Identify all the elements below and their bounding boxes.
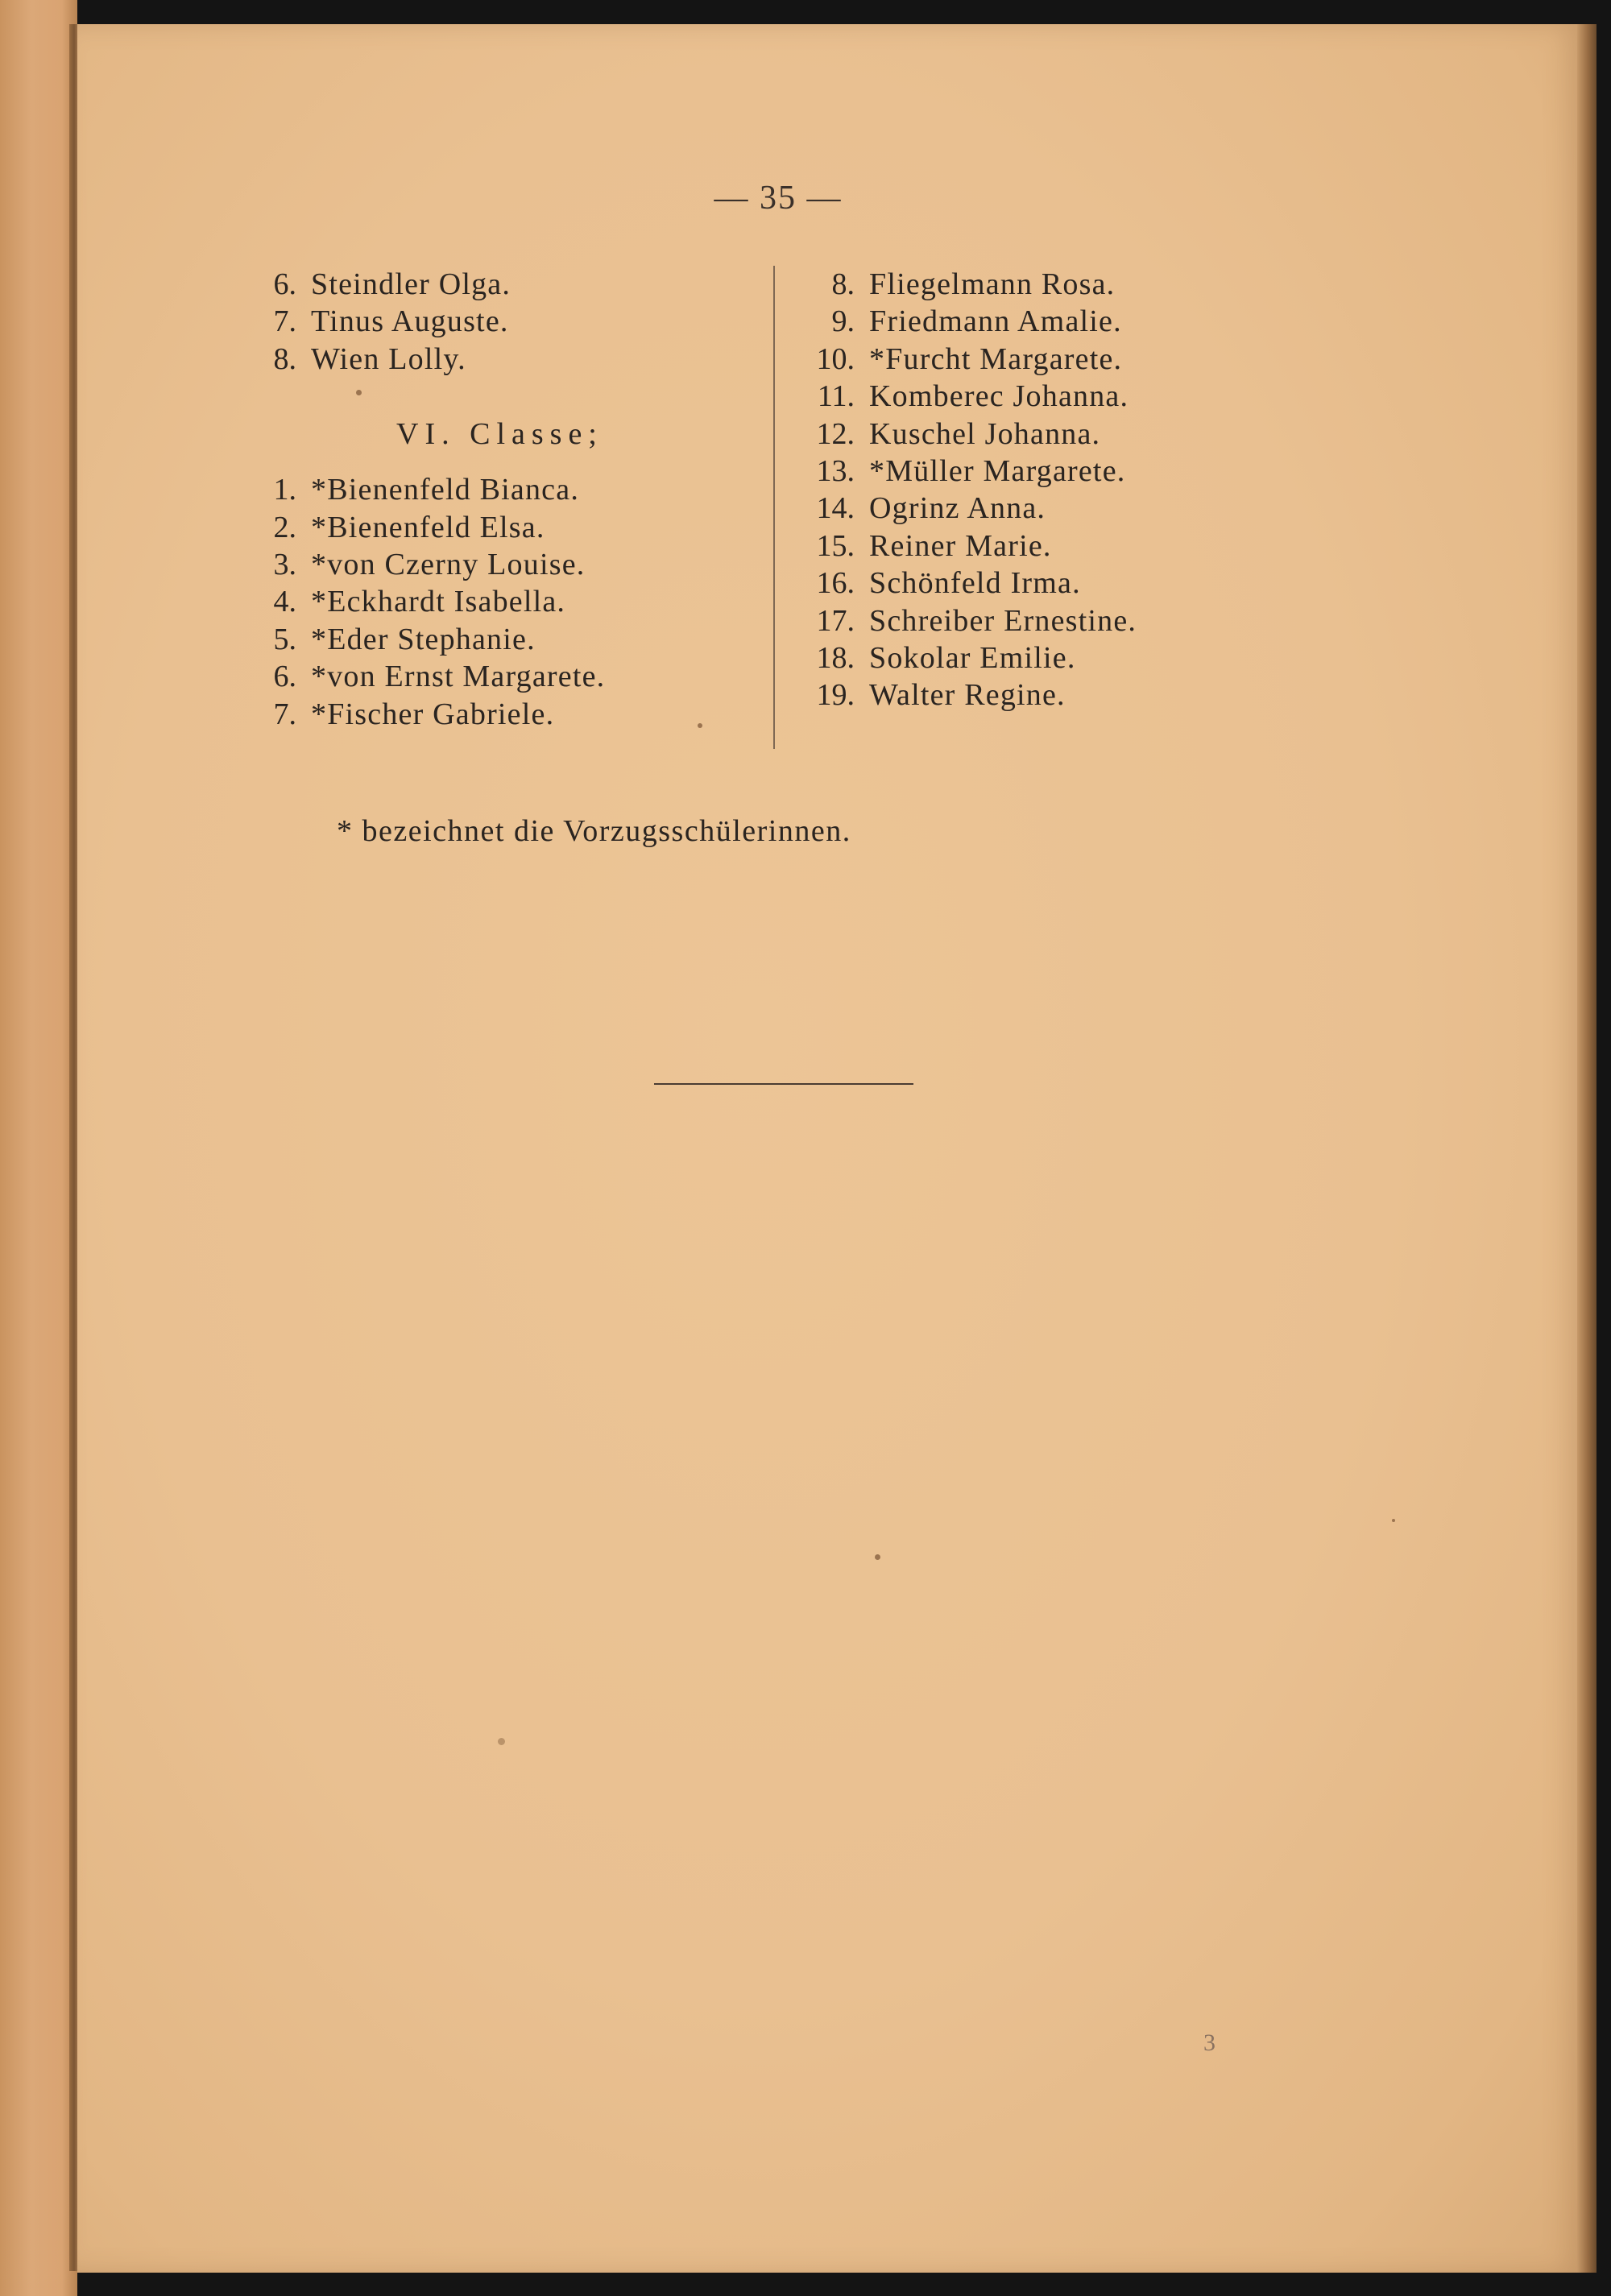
student-name: *von Ernst Margarete.: [311, 660, 606, 694]
entry-number: 19.: [816, 678, 855, 713]
student-name: *Müller Margarete.: [869, 453, 1126, 488]
list-item: [793, 416, 1212, 453]
entry-number: 14.: [816, 491, 855, 526]
spacer: [251, 378, 751, 397]
student-name: Reiner Marie.: [869, 528, 1052, 563]
entry-number: 17.: [816, 603, 855, 638]
entry-number: 18.: [816, 640, 855, 675]
entry-number: 6.: [273, 267, 296, 301]
student-name: Sokolar Emilie.: [869, 640, 1076, 675]
list-item: [251, 583, 751, 620]
entry-number: 5.: [273, 622, 296, 656]
entry-number: 16.: [816, 566, 855, 601]
list-item: [251, 341, 751, 378]
student-name: Komberec Johanna.: [869, 379, 1129, 414]
paper-speck: [875, 1554, 880, 1560]
student-name: Fliegelmann Rosa.: [869, 267, 1116, 301]
student-name: Kuschel Johanna.: [869, 416, 1101, 451]
horizontal-rule: [654, 1083, 913, 1085]
entry-number: 2.: [273, 510, 296, 544]
entry-number: 8.: [831, 267, 855, 301]
class-heading: VI. Classe;: [396, 417, 603, 452]
list-item: [251, 546, 751, 583]
left-column: [251, 266, 751, 733]
page-number: — 35 —: [714, 180, 843, 217]
entry-number: 8.: [273, 341, 296, 376]
student-name: *Fischer Gabriele.: [311, 697, 555, 731]
paper-speck: [1392, 1519, 1395, 1522]
list-item: [251, 303, 751, 340]
list-item: [251, 696, 751, 733]
list-item: [793, 639, 1212, 676]
entry-number: 7.: [273, 304, 296, 339]
paper-speck: [498, 1738, 505, 1745]
list-item: [793, 676, 1212, 714]
student-name: Tinus Auguste.: [311, 304, 509, 339]
list-item: [793, 378, 1212, 415]
signature-mark: 3: [1203, 2029, 1215, 2056]
list-item: [793, 303, 1212, 340]
list-item: [793, 602, 1212, 639]
student-name: Ogrinz Anna.: [869, 491, 1046, 526]
student-name: *Eder Stephanie.: [311, 622, 536, 656]
list-item: [793, 490, 1212, 527]
entry-number: 12.: [816, 416, 855, 451]
list-item: [251, 621, 751, 658]
paper-speck: [356, 390, 362, 395]
entry-number: 7.: [273, 697, 296, 731]
student-name: *Bienenfeld Elsa.: [311, 510, 545, 544]
facing-page-edge: [0, 0, 77, 2296]
page-fore-edge: [1577, 24, 1597, 2273]
student-name: *von Czerny Louise.: [311, 547, 586, 581]
student-name: *Furcht Margarete.: [869, 341, 1123, 376]
right-column: [793, 266, 1212, 714]
student-name: Wien Lolly.: [311, 341, 466, 376]
entry-number: 10.: [816, 341, 855, 376]
list-item: [793, 527, 1212, 565]
student-name: *Bienenfeld Bianca.: [311, 473, 580, 507]
list-item: [251, 658, 751, 695]
entry-number: 15.: [816, 528, 855, 563]
entry-number: 3.: [273, 547, 296, 581]
entry-number: 13.: [816, 453, 855, 488]
entry-number: 4.: [273, 585, 296, 619]
list-item: [793, 266, 1212, 303]
entry-number: 1.: [273, 473, 296, 507]
list-item: [251, 471, 751, 508]
list-item: [793, 453, 1212, 490]
list-item: [251, 266, 751, 303]
entry-number: 9.: [831, 304, 855, 339]
entry-number: 6.: [273, 660, 296, 694]
footnote: * bezeichnet die Vorzugsschülerinnen.: [337, 814, 851, 848]
student-name: Walter Regine.: [869, 678, 1066, 713]
student-name: Schönfeld Irma.: [869, 566, 1081, 601]
entry-number: 11.: [817, 379, 855, 414]
student-name: *Eckhardt Isabella.: [311, 585, 566, 619]
column-divider: [773, 266, 775, 749]
list-item: [251, 509, 751, 546]
student-name: Schreiber Ernestine.: [869, 603, 1137, 638]
paper-speck: [698, 723, 702, 728]
list-item: [793, 341, 1212, 378]
student-name: Steindler Olga.: [311, 267, 511, 301]
student-name: Friedmann Amalie.: [869, 304, 1122, 339]
list-item: [793, 565, 1212, 602]
